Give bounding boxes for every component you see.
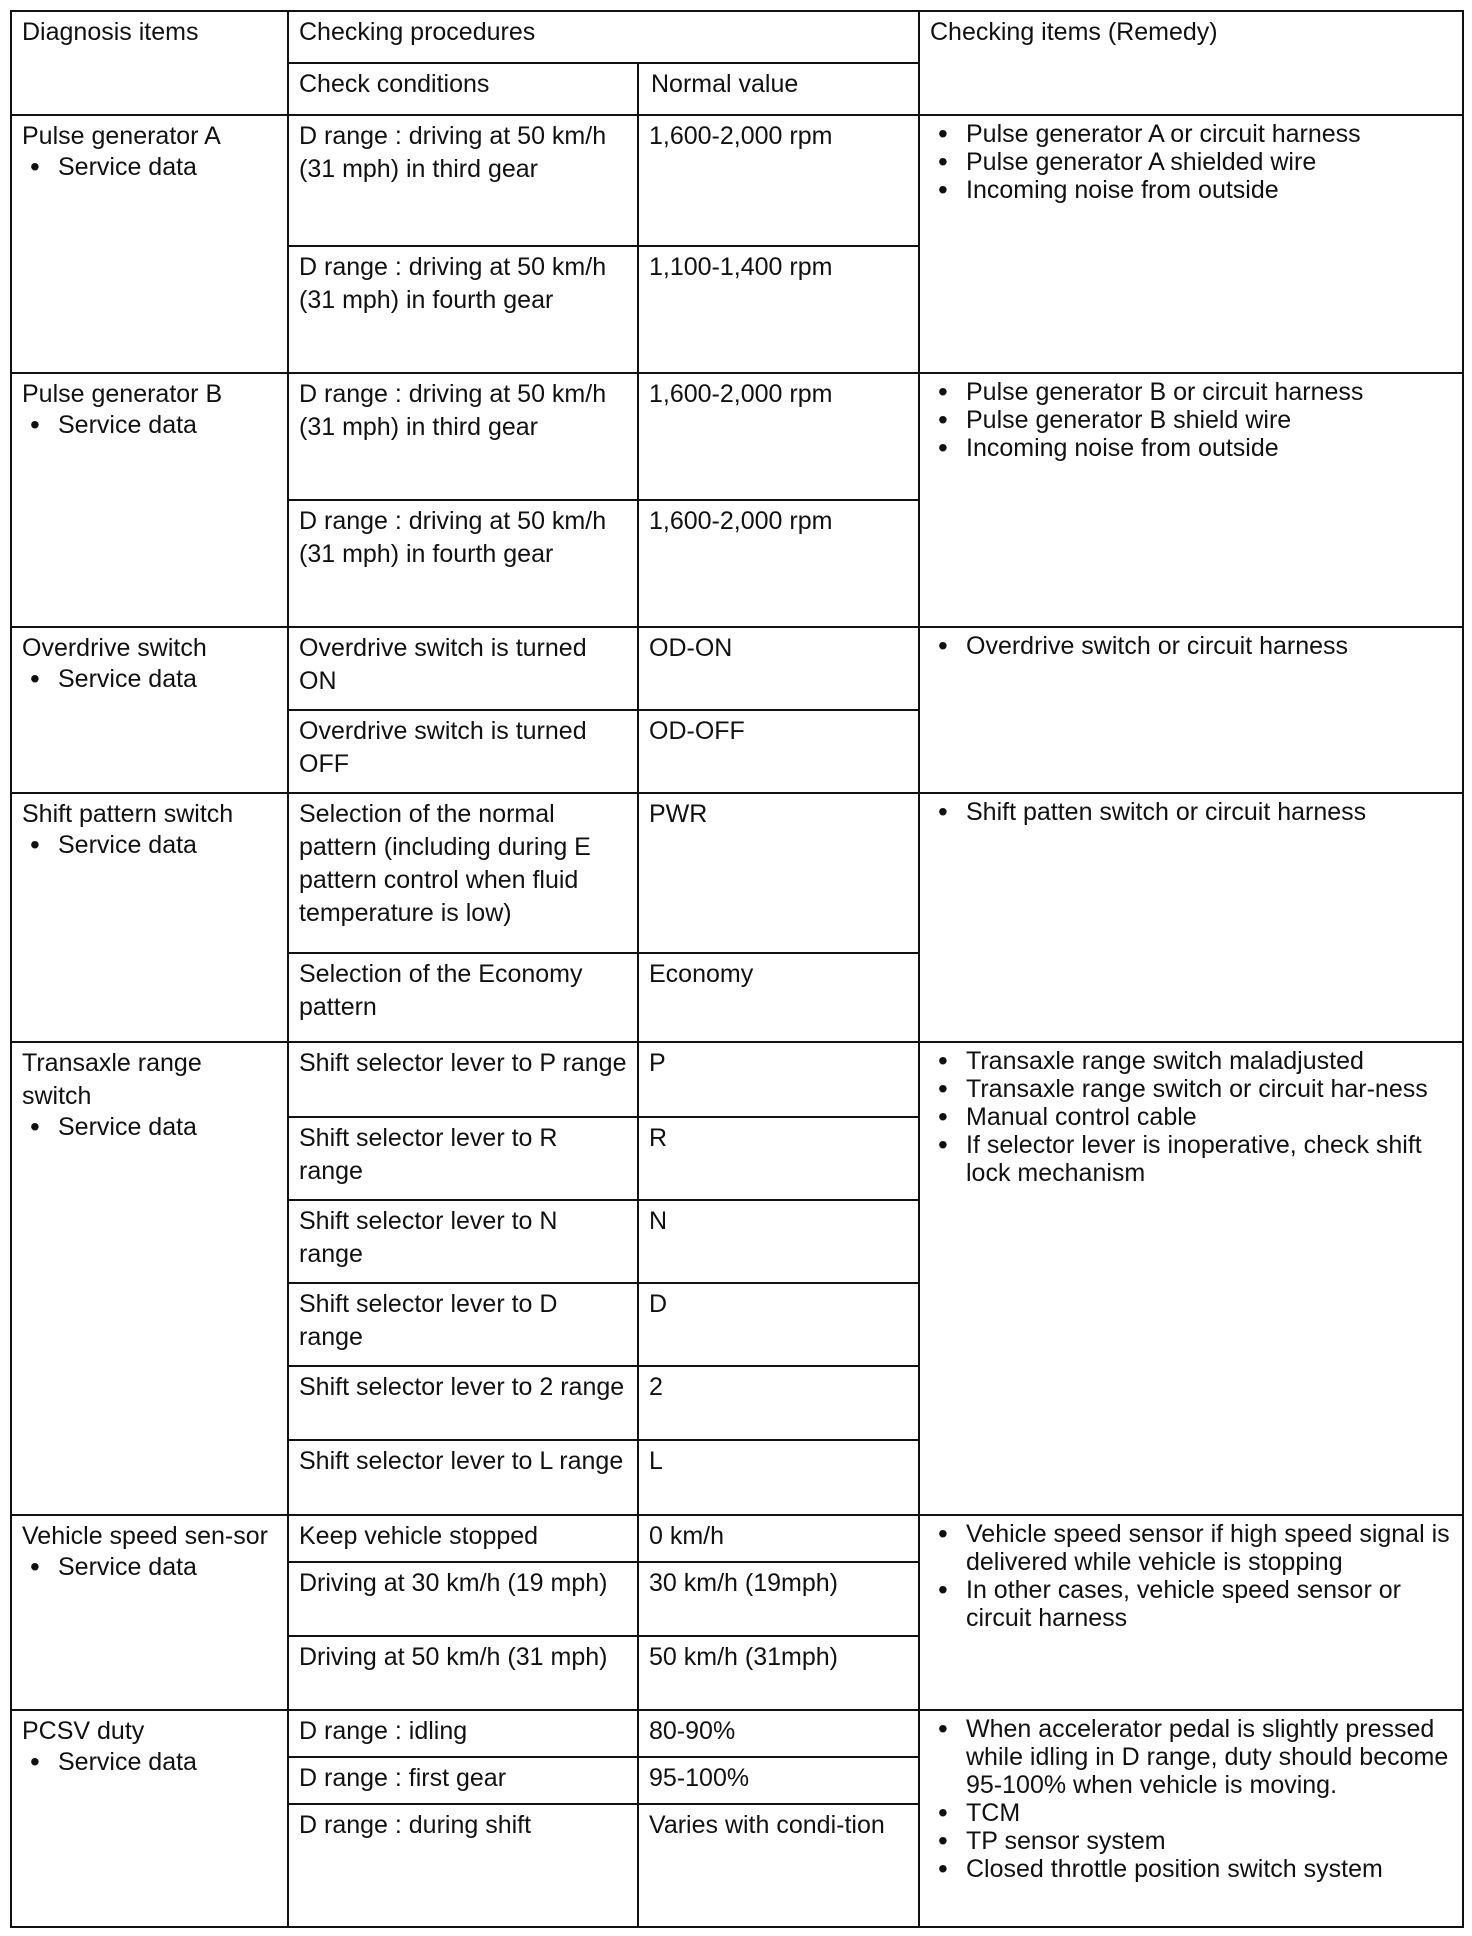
remedy-cell [919,1710,1463,1927]
check-condition-cell: D range : during shift [288,1804,638,1927]
service-data-label: • Service data [22,665,277,693]
normal-value-cell: 80-90% [638,1710,919,1757]
check-condition-cell: D range : idling [288,1710,638,1757]
diagnosis-item-cell [11,1710,288,1927]
diagnosis-item-title: Transaxle range switch [22,1049,202,1111]
remedy-item: • Pulse generator B shield wire [930,406,1452,434]
remedy-item: • Overdrive switch or circuit harness [930,632,1452,660]
diagnosis-item-title: Overdrive switch [22,633,207,662]
service-data-label: • Service data [22,1113,277,1141]
check-condition-cell: D range : driving at 50 km/h (31 mph) in third gear [288,115,638,246]
remedy-item: • TCM [930,1799,1452,1827]
header-checking-items: Checking items (Remedy) [919,11,1463,115]
check-condition-cell: Selection of the normal pattern (including during E pattern control when fluid temperature is low) [288,793,638,953]
table-row [11,627,1463,710]
diagnosis-item-title: PCSV duty [22,1717,145,1746]
remedy-item: • Transaxle range switch maladjusted [930,1047,1452,1075]
check-condition-cell: Shift selector lever to L range [288,1440,638,1514]
diagnosis-item-cell [11,627,288,793]
check-condition-cell: Shift selector lever to D range [288,1283,638,1366]
table-row [11,1710,1463,1757]
normal-value-cell: D [638,1283,919,1366]
remedy-item: • In other cases, vehicle speed sensor or circuit harness [930,1576,1452,1632]
remedy-list [930,632,1452,660]
check-condition-cell: Keep vehicle stopped [288,1515,638,1562]
table-row [11,1042,1463,1116]
normal-value-cell: R [638,1117,919,1200]
table-row [11,1515,1463,1562]
check-condition-cell: Driving at 30 km/h (19 mph) [288,1562,638,1636]
table-row [11,793,1463,953]
remedy-item: • Vehicle speed sensor if high speed signal is delivered while vehicle is stopping [930,1520,1452,1576]
remedy-item: • TP sensor system [930,1827,1452,1855]
normal-value-cell: 1,600-2,000 rpm [638,500,919,627]
check-condition-cell: Selection of the Economy pattern [288,953,638,1043]
remedy-cell [919,627,1463,793]
normal-value-cell: 1,600-2,000 rpm [638,373,919,500]
normal-value-cell: Economy [638,953,919,1043]
diagnosis-item-title: Pulse generator A [22,122,221,150]
normal-value-cell: L [638,1440,919,1514]
normal-value-cell: 1,600-2,000 rpm [638,115,919,246]
check-condition-cell: Shift selector lever to N range [288,1200,638,1283]
check-condition-cell: Overdrive switch is turned OFF [288,710,638,793]
remedy-item: • Shift patten switch or circuit harness [930,798,1452,826]
normal-value-cell: 1,100-1,400 rpm [638,246,919,373]
remedy-item: • Pulse generator A shielded wire [930,148,1452,176]
diagnosis-item-title: Pulse generator B [22,380,223,409]
check-condition-cell: D range : first gear [288,1757,638,1804]
service-data-label: • Service data [22,411,277,439]
remedy-list [930,378,1452,462]
normal-value-cell: 50 km/h (31mph) [638,1636,919,1710]
remedy-item: • Incoming noise from outside [930,434,1452,462]
check-condition-cell: Driving at 50 km/h (31 mph) [288,1636,638,1710]
remedy-cell [919,793,1463,1042]
check-condition-cell: Shift selector lever to P range [288,1042,638,1116]
table-row [11,115,1463,246]
remedy-cell [919,1515,1463,1711]
diagnosis-item-cell [11,115,288,373]
normal-value-cell: 2 [638,1366,919,1440]
normal-value-cell: N [638,1200,919,1283]
diagnosis-item-cell [11,1515,288,1711]
normal-value-cell: OD-ON [638,627,919,710]
diagnosis-item-cell [11,1042,288,1514]
header-checking-procedures: Checking procedures [288,11,919,63]
header-diagnosis-items: Diagnosis items [11,11,288,115]
normal-value-cell: OD-OFF [638,710,919,793]
remedy-item: • When accelerator pedal is slightly pressed while idling in D range, duty should become 95-100% when vehicle is moving. [930,1715,1452,1799]
remedy-item: • Pulse generator A or circuit harness [930,120,1452,148]
diagnosis-item-title: Shift pattern switch [22,799,234,828]
remedy-cell [919,373,1463,627]
check-condition-cell: Shift selector lever to R range [288,1117,638,1200]
remedy-item: • If selector lever is inoperative, check shift lock mechanism [930,1131,1452,1187]
header-normal-value: Normal value [638,63,919,115]
diagnosis-item-cell [11,373,288,627]
remedy-item: • Incoming noise from outside [930,176,1452,204]
remedy-item: • Closed throttle position switch system [930,1855,1452,1883]
check-condition-cell: Shift selector lever to 2 range [288,1366,638,1440]
remedy-cell [919,115,1463,373]
normal-value-cell: P [638,1042,919,1116]
remedy-list [930,120,1452,204]
remedy-list [930,1520,1452,1632]
remedy-item: • Transaxle range switch or circuit har-ness [930,1075,1452,1103]
service-data-label: • Service data [22,1553,277,1581]
remedy-list [930,798,1452,826]
diagnosis-table [10,10,1464,1928]
check-condition-cell: D range : driving at 50 km/h (31 mph) in third gear [288,373,638,500]
service-data-label: • Service data [22,153,277,181]
service-data-label: • Service data [22,1748,277,1776]
check-condition-cell: Overdrive switch is turned ON [288,627,638,710]
normal-value-cell: Varies with condi-tion [638,1804,919,1927]
remedy-cell [919,1042,1463,1514]
header-check-conditions: Check conditions [288,63,638,115]
normal-value-cell: 95-100% [638,1757,919,1804]
remedy-list [930,1715,1452,1883]
table-body [11,115,1463,1927]
normal-value-cell: 30 km/h (19mph) [638,1562,919,1636]
check-condition-cell: D range : driving at 50 km/h (31 mph) in fourth gear [288,500,638,627]
diagnosis-item-cell [11,793,288,1042]
table-row [11,373,1463,500]
diagnosis-item-title: Vehicle speed sen-sor [22,1521,268,1550]
service-data-label: • Service data [22,831,277,859]
remedy-list [930,1047,1452,1187]
remedy-item: • Manual control cable [930,1103,1452,1131]
check-condition-cell: D range : driving at 50 km/h (31 mph) in fourth gear [288,246,638,373]
remedy-item: • Pulse generator B or circuit harness [930,378,1452,406]
normal-value-cell: 0 km/h [638,1515,919,1562]
normal-value-cell: PWR [638,793,919,953]
